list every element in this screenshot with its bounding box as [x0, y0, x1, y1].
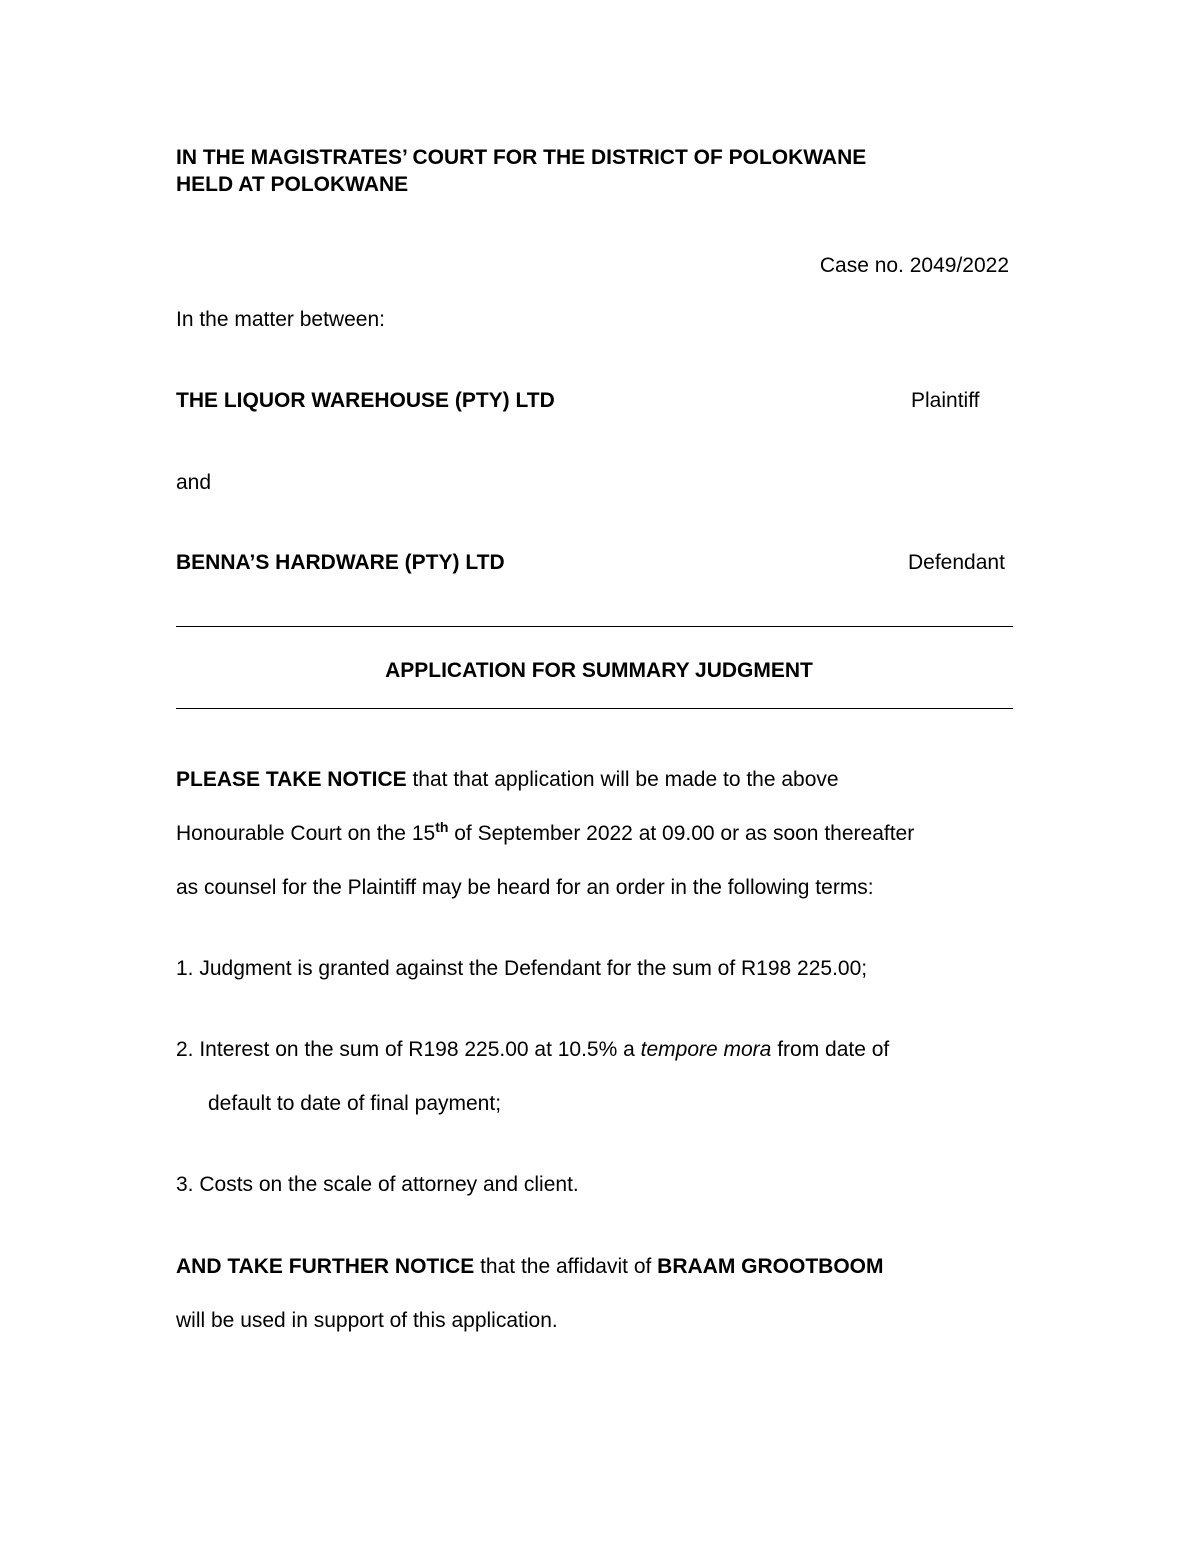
- document-title-text: APPLICATION FOR SUMMARY JUDGMENT: [385, 659, 813, 682]
- further-notice-mid: that the affidavit of: [474, 1255, 658, 1278]
- notice-line2-a: Honourable Court on the 15: [176, 822, 436, 845]
- order-item-1: 1. Judgment is granted against the Defendant for the sum of R198 225.00;: [176, 957, 868, 980]
- notice-line2: [176, 819, 915, 845]
- notice-line3: as counsel for the Plaintiff may be heard for an order in the following terms:: [176, 876, 874, 899]
- matter-between-label: In the matter between:: [176, 308, 385, 331]
- order-item-2: [176, 1039, 889, 1060]
- notice-ordinal-suffix: th: [435, 819, 449, 835]
- order-item-2-latin: tempore mora: [640, 1038, 772, 1061]
- court-heading-line1: IN THE MAGISTRATES’ COURT FOR THE DISTRICT OF POLOKWANE: [176, 146, 867, 169]
- further-notice-line2: will be used in support of this application.: [176, 1309, 558, 1332]
- further-notice-line1: [176, 1256, 884, 1277]
- order-item-2-a: 2. Interest on the sum of R198 225.00 at 10.5% a: [176, 1038, 641, 1061]
- deponent-name: BRAAM GROOTBOOM: [657, 1255, 884, 1278]
- notice-lead: PLEASE TAKE NOTICE: [176, 768, 407, 791]
- court-heading-line2: HELD AT POLOKWANE: [176, 173, 409, 196]
- order-item-3: 3. Costs on the scale of attorney and client.: [176, 1173, 579, 1196]
- plaintiff-name: THE LIQUOR WAREHOUSE (PTY) LTD: [176, 389, 555, 412]
- title-bottom-rule: [176, 708, 1013, 709]
- order-item-2-b: from date of: [771, 1038, 890, 1061]
- case-number: Case no. 2049/2022: [819, 254, 1009, 277]
- notice-line1: [176, 769, 839, 790]
- document-title: [0, 660, 1200, 681]
- parties-conjunction: and: [176, 471, 212, 494]
- defendant-name: BENNA’S HARDWARE (PTY) LTD: [176, 551, 505, 574]
- plaintiff-role: Plaintiff: [911, 389, 980, 412]
- notice-line1-text: that that application will be made to the above: [406, 768, 839, 791]
- further-notice-lead: AND TAKE FURTHER NOTICE: [176, 1255, 475, 1278]
- order-item-2-continuation: default to date of final payment;: [208, 1092, 502, 1115]
- defendant-role: Defendant: [908, 551, 1005, 574]
- notice-line2-b: of September 2022 at 09.00 or as soon thereafter: [448, 822, 915, 845]
- title-top-rule: [176, 626, 1013, 627]
